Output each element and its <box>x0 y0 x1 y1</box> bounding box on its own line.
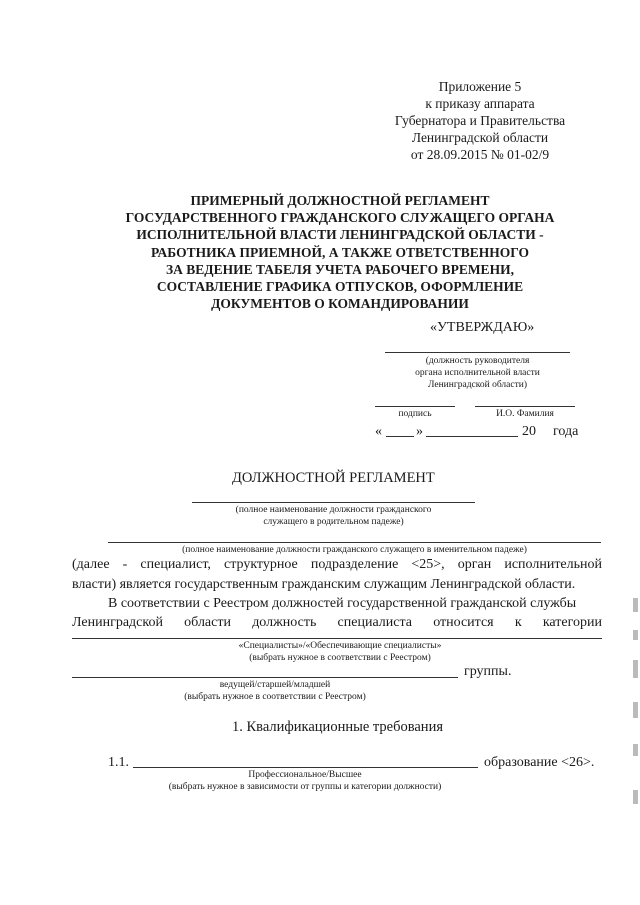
signature-caption: подпись <box>398 409 432 419</box>
title-line: ИСПОЛНИТЕЛЬНОЙ ВЛАСТИ ЛЕНИНГРАДСКОЙ ОБЛАСТИ - <box>136 227 544 243</box>
title-line: ГОСУДАРСТВЕННОГО ГРАЖДАНСКОГО СЛУЖАЩЕГО ОРГАНА <box>125 210 555 226</box>
word: относится <box>433 615 494 630</box>
year-prefix: 20 <box>522 424 536 439</box>
category-line <box>72 638 602 639</box>
item-suffix: образование <26>. <box>484 755 595 770</box>
note-line: органа исполнительной власти <box>415 368 540 378</box>
scan-mark <box>633 702 638 718</box>
paragraph2-line2 <box>72 613 602 632</box>
word: исполнительной <box>504 557 602 572</box>
note-line: (выбрать нужное в соответствии с Реестром) <box>184 692 366 702</box>
header-line: к приказу аппарата <box>425 96 535 111</box>
group-line <box>72 677 458 678</box>
signature-line <box>375 406 455 407</box>
word: должность <box>252 615 317 630</box>
position-note <box>385 355 570 391</box>
nominative-note: (полное наименование должности гражданского служащего в именительном падеже) <box>182 545 527 555</box>
word: подразделение <box>310 557 399 572</box>
scan-mark <box>633 790 638 804</box>
item-number: 1.1. <box>108 755 129 770</box>
education-line <box>133 767 478 768</box>
header-line: Приложение 5 <box>438 79 522 94</box>
title-line: РАБОТНИКА ПРИЕМНОЙ, А ТАКЖЕ ОТВЕТСТВЕННОГО <box>150 244 530 260</box>
date-day-line <box>386 436 414 437</box>
date-close-quote: » <box>416 424 423 439</box>
word: - <box>122 557 128 572</box>
note-line: Ленинградской области) <box>427 380 528 390</box>
header-line: от 28.09.2015 № 01-02/9 <box>410 147 550 162</box>
word: Ленинградской <box>72 615 163 630</box>
scan-mark <box>633 630 638 640</box>
header-line: Ленинградской области <box>411 130 549 145</box>
word: специалиста <box>337 615 412 630</box>
word: категории <box>542 615 602 630</box>
word: (далее <box>72 557 110 572</box>
title-line: СОСТАВЛЕНИЕ ГРАФИКА ОТПУСКОВ, ОФОРМЛЕНИЕ <box>156 279 524 295</box>
document-title <box>60 192 620 312</box>
date-open-quote: « <box>375 424 382 439</box>
title-line: ДОКУМЕНТОВ О КОМАНДИРОВАНИИ <box>211 296 469 312</box>
position-line <box>385 352 570 353</box>
approval-label: «УТВЕРЖДАЮ» <box>430 320 535 335</box>
name-caption: И.О. Фамилия <box>496 409 554 419</box>
paragraph1-line2: власти) является государственным гражданским служащим Ленинградской области. <box>72 577 576 592</box>
note-line: ведущей/старшей/младшей <box>219 680 331 690</box>
date-month-line <box>426 436 518 437</box>
section1-heading: 1. Квалификационные требования <box>232 719 444 735</box>
education-note <box>140 769 470 793</box>
regulation-heading: ДОЛЖНОСТНОЙ РЕГЛАМЕНТ <box>232 470 435 486</box>
group-label: группы. <box>464 664 512 679</box>
word: к <box>514 615 522 630</box>
note-line: (должность руководителя <box>425 356 530 366</box>
header-line: Губернатора и Правительства <box>394 113 566 128</box>
word: орган <box>457 557 492 572</box>
word: специалист, <box>140 557 211 572</box>
note-line: (полное наименование должности гражданского <box>235 505 432 515</box>
group-note <box>130 679 420 703</box>
note-line: (выбрать нужное в соответствии с Реестром) <box>249 653 431 663</box>
paragraph1-line1 <box>72 555 602 574</box>
genitive-note <box>192 504 475 528</box>
scan-mark <box>633 744 638 756</box>
scan-mark <box>633 660 638 678</box>
word: <25>, <box>411 557 445 572</box>
note-line: (выбрать нужное в зависимости от группы и категории должности) <box>168 782 442 792</box>
paragraph2-line1: В соответствии с Реестром должностей государственной гражданской службы <box>108 596 577 611</box>
attachment-header <box>360 78 600 163</box>
note-line: «Специалисты»/«Обеспечивающие специалисты» <box>238 641 442 651</box>
note-line: Профессиональное/Высшее <box>248 770 362 780</box>
nominative-line <box>108 542 601 543</box>
category-note <box>200 640 480 664</box>
genitive-line <box>192 502 475 503</box>
title-line: ПРИМЕРНЫЙ ДОЛЖНОСТНОЙ РЕГЛАМЕНТ <box>190 193 490 208</box>
year-suffix: года <box>553 424 579 439</box>
scan-mark <box>633 598 638 612</box>
title-line: ЗА ВЕДЕНИЕ ТАБЕЛЯ УЧЕТА РАБОЧЕГО ВРЕМЕНИ, <box>166 261 514 277</box>
name-line <box>475 406 575 407</box>
note-line: служащего в родительном падеже) <box>263 517 404 527</box>
word: области <box>184 615 231 630</box>
word: структурное <box>224 557 298 572</box>
